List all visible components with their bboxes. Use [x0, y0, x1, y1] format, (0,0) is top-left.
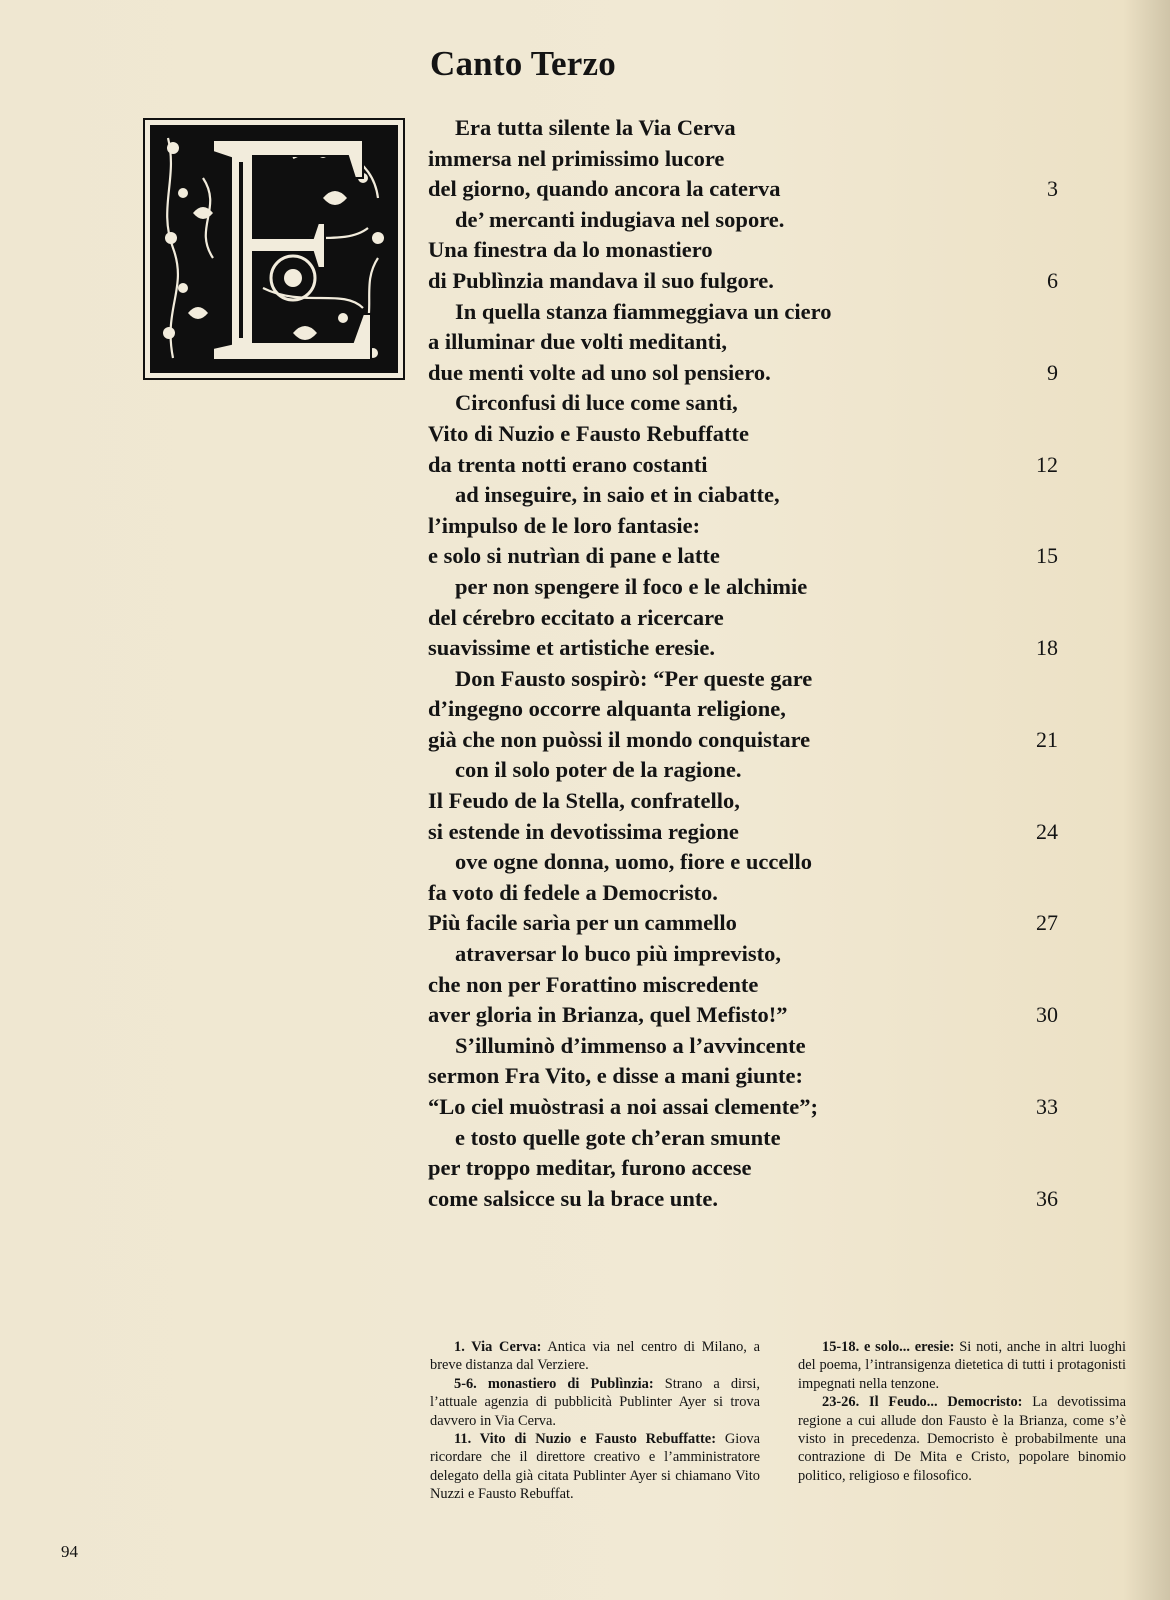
verse-line [428, 541, 1068, 572]
footnotes-left-column [430, 1338, 760, 1504]
footnote [430, 1375, 760, 1430]
verse-text: Più facile sarìa per un cammello [428, 910, 737, 936]
verse-line [428, 511, 1068, 542]
verse-line [428, 266, 1068, 297]
verse-number: 24 [1036, 818, 1058, 844]
verse-line [428, 388, 1068, 419]
verse-number: 30 [1036, 1002, 1058, 1028]
verse-line [428, 174, 1068, 205]
verse-line [428, 939, 1068, 970]
footnote-text: La devotissima regione a cui allude don Fausto è la Brianza, come s’è visto in precedenza. Democristo è probabilmente una contrazione di De Mita e Cristo, popolare binomio politico, religioso e filosofico. [798, 1394, 1126, 1484]
footnote-reference: 15-18. e solo... eresie: [822, 1339, 955, 1355]
verse-text: Circonfusi di luce come santi, [455, 390, 738, 416]
verse-text: l’impulso de le loro fantasie: [428, 512, 701, 538]
verse-text: Il Feudo de la Stella, confratello, [428, 788, 740, 814]
verse-text: e tosto quelle gote ch’eran smunte [455, 1124, 781, 1150]
verse-text: a illuminar due volti meditanti, [428, 329, 727, 355]
verse-line [428, 970, 1068, 1001]
illuminated-initial-e [143, 118, 405, 380]
footnote [798, 1393, 1126, 1485]
verse-text: Una finestra da lo monastiero [428, 237, 713, 263]
verse-number: 15 [1036, 543, 1058, 569]
verse-line [428, 450, 1068, 481]
verse-text: del giorno, quando ancora la caterva [428, 176, 781, 202]
verse-text: di Publìnzia mandava il suo fulgore. [428, 267, 774, 293]
footnote-text: Giova ricordare che il direttore creativo e l’amministratore delegato della già citata Publinter Ayer si chiamano Vito Nuzzi e Fausto Rebuffat. [430, 1431, 760, 1503]
verse-text: ad inseguire, in saio et in ciabatte, [455, 482, 780, 508]
footnote-reference: 23-26. Il Feudo... Democristo: [822, 1394, 1023, 1411]
verse-line [428, 786, 1068, 817]
verse-text: già che non puòssi il mondo conquistare [428, 726, 811, 752]
verse-line [428, 1000, 1068, 1031]
verse-text: de’ mercanti indugiava nel sopore. [455, 206, 785, 232]
verse-number: 9 [1047, 359, 1058, 385]
verse-line [428, 847, 1068, 878]
verse-text: si estende in devotissima regione [428, 818, 739, 844]
footnote-text: Strano a dirsi, l’attuale agenzia di pubblicità Publinter Ayer si trova davvero in Via Cerva. [430, 1375, 761, 1429]
footnote [430, 1338, 760, 1375]
verse-line [428, 755, 1068, 786]
verse-line [428, 297, 1068, 328]
verse-line [428, 572, 1068, 603]
verse-text: ove ogne donna, uomo, fiore e uccello [455, 849, 813, 875]
verse-line [428, 817, 1068, 848]
verse-line [428, 235, 1068, 266]
poem-verses [428, 113, 1068, 1214]
verse-line [428, 1153, 1068, 1184]
verse-number: 12 [1036, 451, 1058, 477]
verse-line [428, 1061, 1068, 1092]
verse-text: da trenta notti erano costanti [428, 451, 708, 477]
verse-line [428, 358, 1068, 389]
verse-line [428, 633, 1068, 664]
verse-text: per troppo meditar, furono accese [428, 1155, 752, 1181]
verse-number: 6 [1047, 267, 1058, 293]
verse-text: sermon Fra Vito, e disse a mani giunte: [428, 1063, 803, 1089]
verse-text: del cérebro eccitato a ricercare [428, 604, 724, 630]
verse-text: con il solo poter de la ragione. [455, 757, 742, 783]
verse-text: suavissime et artistiche eresie. [428, 635, 716, 661]
verse-line [428, 205, 1068, 236]
page-number: 94 [61, 1542, 78, 1561]
canto-title: Canto Terzo [430, 44, 616, 83]
verse-line [428, 144, 1068, 175]
verse-line [428, 1184, 1068, 1215]
verse-text: fa voto di fedele a Democristo. [428, 879, 718, 905]
footnotes-right-column [798, 1338, 1126, 1485]
verse-text: S’illuminò d’immenso a l’avvincente [455, 1032, 806, 1058]
verse-text: “Lo ciel muòstrasi a noi assai clemente”; [428, 1094, 818, 1119]
verse-line [428, 908, 1068, 939]
verse-number: 18 [1036, 635, 1058, 661]
verse-text: Vito di Nuzio e Fausto Rebuffatte [428, 420, 750, 446]
verse-line [428, 1031, 1068, 1062]
verse-text: In quella stanza fiammeggiava un ciero [455, 298, 832, 324]
footnote-reference: 1. Via Cerva: [454, 1339, 542, 1355]
verse-text: Era tutta silente la Via Cerva [455, 115, 736, 140]
footnote [798, 1338, 1126, 1393]
verse-line [428, 878, 1068, 909]
verse-number: 36 [1036, 1185, 1058, 1211]
verse-line [428, 725, 1068, 756]
verse-number: 3 [1047, 176, 1058, 202]
verse-line [428, 694, 1068, 725]
footnote-text: Si noti, anche in altri luoghi del poema, l’intransigenza dietetica di tutti i protagonisti impegnati nella tenzone. [798, 1339, 1126, 1392]
verse-line [428, 664, 1068, 695]
verse-text: atraversar lo buco più imprevisto, [455, 941, 782, 967]
verse-text: per non spengere il foco e le alchimie [455, 573, 808, 599]
verse-text: Don Fausto sospirò: “Per queste gare [455, 665, 813, 691]
verse-number: 21 [1036, 726, 1058, 752]
verse-number: 27 [1036, 910, 1058, 936]
verse-line [428, 1123, 1068, 1154]
verse-line [428, 419, 1068, 450]
verse-text: immersa nel primissimo lucore [428, 145, 725, 171]
verse-text: e solo si nutrìan di pane e latte [428, 543, 720, 569]
verse-line [428, 1092, 1068, 1123]
verse-text: d’ingegno occorre alquanta religione, [428, 696, 786, 722]
verse-text: aver gloria in Brianza, quel Mefisto!” [428, 1002, 788, 1028]
footnote-reference: 5-6. monastiero di Publìnzia: [454, 1375, 654, 1392]
footnote [430, 1430, 760, 1504]
verse-line [428, 603, 1068, 634]
verse-text: che non per Forattino miscredente [428, 971, 759, 997]
footnote-reference: 11. Vito di Nuzio e Fausto Rebuffatte: [454, 1431, 716, 1448]
footnote-text: Antica via nel centro di Milano, a breve distanza dal Verziere. [430, 1339, 760, 1374]
verse-line [428, 113, 1068, 144]
verse-line [428, 327, 1068, 358]
verse-text: due menti volte ad uno sol pensiero. [428, 359, 771, 385]
verse-text: come salsicce su la brace unte. [428, 1185, 718, 1211]
verse-number: 33 [1036, 1094, 1058, 1119]
verse-line [428, 480, 1068, 511]
